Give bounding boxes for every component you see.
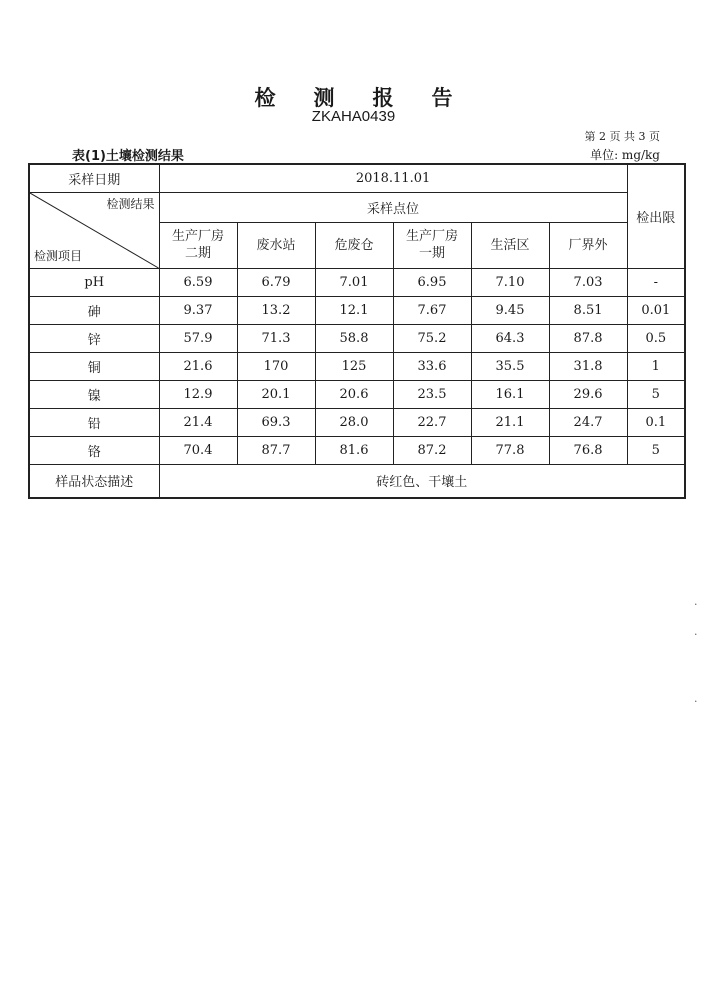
diagonal-bottom-label: 检测项目 [34,248,83,263]
value-cell: 71.3 [237,324,315,352]
sampling-point-row [29,192,685,222]
value-cell: 20.1 [237,380,315,408]
table-row [29,380,685,408]
column-header: 生活区 [471,222,549,268]
value-cell: 16.1 [471,380,549,408]
limit-cell: 0.01 [627,296,685,324]
value-cell: 13.2 [237,296,315,324]
soil-results-table [28,163,686,499]
value-cell: 70.4 [159,436,237,464]
value-cell: 64.3 [471,324,549,352]
table-row [29,296,685,324]
limit-header: 检出限 [627,164,685,268]
scan-artifact-mark: · [694,598,698,611]
value-cell: 69.3 [237,408,315,436]
date-value: 2018.11.01 [159,164,627,192]
value-cell: 35.5 [471,352,549,380]
value-cell: 6.59 [159,268,237,296]
value-cell: 6.95 [393,268,471,296]
sample-state-value: 砖红色、干壤土 [159,464,685,498]
value-cell: 21.6 [159,352,237,380]
value-cell: 24.7 [549,408,627,436]
value-cell: 9.37 [159,296,237,324]
item-name: 铬 [29,436,159,464]
item-name: 砷 [29,296,159,324]
page-info: 第 2 页 共 3 页 [584,130,660,143]
value-cell: 7.03 [549,268,627,296]
value-cell: 12.9 [159,380,237,408]
sample-state-row [29,464,685,498]
limit-cell: 1 [627,352,685,380]
item-name: 锌 [29,324,159,352]
value-cell: 7.67 [393,296,471,324]
sample-state-label: 样品状态描述 [29,464,159,498]
table-row [29,324,685,352]
value-cell: 22.7 [393,408,471,436]
value-cell: 170 [237,352,315,380]
limit-cell: 0.1 [627,408,685,436]
value-cell: 8.51 [549,296,627,324]
value-cell: 81.6 [315,436,393,464]
value-cell: 28.0 [315,408,393,436]
diagonal-header [29,192,159,268]
sampling-points-header: 采样点位 [159,192,627,222]
value-cell: 9.45 [471,296,549,324]
limit-cell: 5 [627,380,685,408]
value-cell: 57.9 [159,324,237,352]
value-cell: 125 [315,352,393,380]
value-cell: 7.10 [471,268,549,296]
scan-artifact-mark: · [694,695,698,708]
limit-cell: 0.5 [627,324,685,352]
value-cell: 76.8 [549,436,627,464]
date-row [29,164,685,192]
limit-cell: - [627,268,685,296]
column-header: 危废仓 [315,222,393,268]
value-cell: 33.6 [393,352,471,380]
item-name: 铅 [29,408,159,436]
column-header: 厂界外 [549,222,627,268]
diagonal-top-label: 检测结果 [106,196,155,211]
scan-artifact-mark: · [694,628,698,641]
value-cell: 75.2 [393,324,471,352]
value-cell: 23.5 [393,380,471,408]
table-row [29,436,685,464]
unit-label: 单位: mg/kg [590,148,660,162]
limit-cell: 5 [627,436,685,464]
value-cell: 58.8 [315,324,393,352]
value-cell: 21.4 [159,408,237,436]
item-name: 铜 [29,352,159,380]
table-row [29,268,685,296]
value-cell: 87.7 [237,436,315,464]
column-header: 生产厂房 一期 [393,222,471,268]
value-cell: 20.6 [315,380,393,408]
table-row [29,352,685,380]
value-cell: 87.2 [393,436,471,464]
table-caption: 表(1)土壤检测结果 [72,149,184,164]
date-label: 采样日期 [29,164,159,192]
value-cell: 31.8 [549,352,627,380]
value-cell: 87.8 [549,324,627,352]
report-title: 检测报告 [254,86,491,110]
report-number: ZKAHA0439 [311,108,396,125]
table-row [29,408,685,436]
value-cell: 6.79 [237,268,315,296]
item-name: 镍 [29,380,159,408]
value-cell: 77.8 [471,436,549,464]
item-name: pH [29,268,159,296]
value-cell: 12.1 [315,296,393,324]
value-cell: 21.1 [471,408,549,436]
value-cell: 29.6 [549,380,627,408]
column-header: 生产厂房 二期 [159,222,237,268]
column-header: 废水站 [237,222,315,268]
value-cell: 7.01 [315,268,393,296]
